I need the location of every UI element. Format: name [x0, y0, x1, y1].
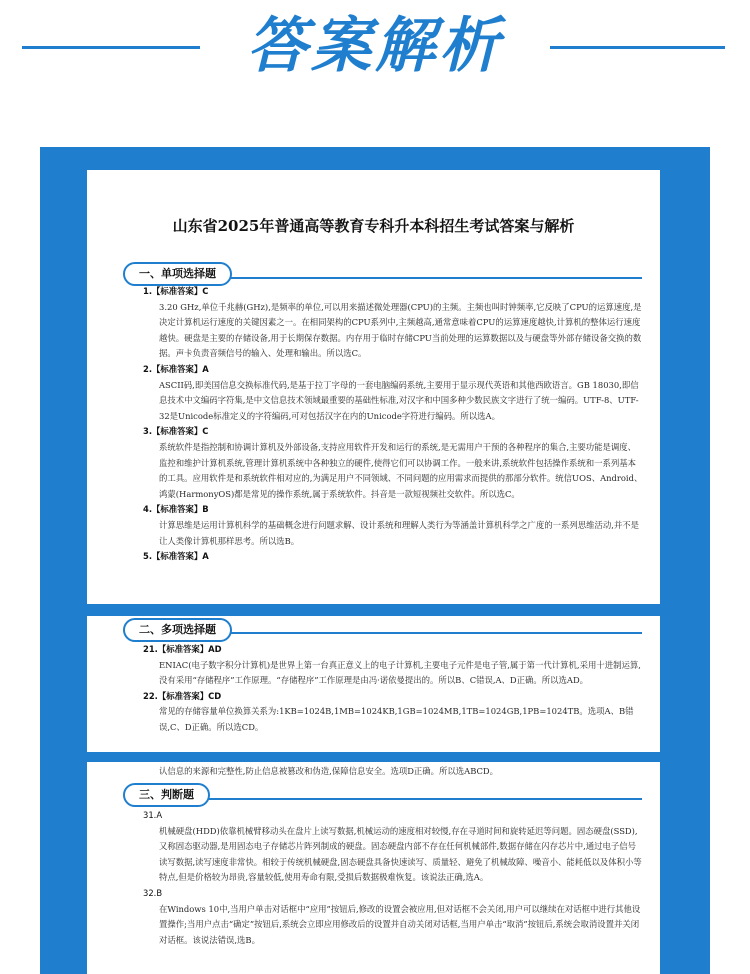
question-22-answer: 22.【标准答案】CD: [143, 690, 222, 701]
question-4-answer: 4.【标准答案】B: [143, 504, 209, 515]
question-2-explanation: ASCII码,即美国信息交换标准代码,是基于拉丁字母的一套电脑编码系统,主要用于显示现代英语和其他西欧语言。GB 18030,即信息技术中文编码字符集,是中文信息技术领域最重要的基础性标准,对汉字和中国多种少数民族文字进行了统一编码。UTF-8、UTF-32是Unicode标准定义的字符编码,可对包括汉字在内的Unicode字符进行编码。所以选A。: [159, 379, 639, 421]
single-choice-answers: [143, 284, 643, 565]
question-4-explanation: 计算思维是运用计算机科学的基础概念进行问题求解、设计系统和理解人类行为等涵盖计算机科学之广度的一系列思维活动,并不是让人类像计算机那样思考。所以选B。: [159, 519, 640, 546]
true-false-answers: [143, 808, 643, 948]
section-heading-single-choice: 一、单项选择题: [123, 262, 232, 286]
question-21-answer: 21.【标准答案】AD: [143, 644, 222, 654]
question-32-answer: 32.B: [143, 887, 163, 898]
header-title: 答案解析: [247, 11, 503, 81]
question-3-explanation: 系统软件是指控制和协调计算机及外部设备,支持应用软件开发和运行的系统,是无需用户干预的各种程序的集合,主要功能是调度、监控和维护计算机系统,管理计算机系统中各种独立的硬件,使得它们可以协调工作。一般来讲,系统软件包括操作系统和一系列基本的工具。应用软件是和系统软件相对应的,为满足用户不同领域、不同问题的应用需求而提供的那部分软件。统信UOS、Android、鸿蒙(HarmonyOS)都是常见的操作系统,属于系统软件。抖音是一款短视频社交软件。所以选C。: [159, 441, 643, 499]
continued-explanation: 认信息的来源和完整性,防止信息被篡改和伪造,保障信息安全。选项D正确。所以选ABCD。: [159, 766, 499, 776]
section-heading-multiple-choice: 二、多项选择题: [123, 618, 232, 642]
question-31-explanation: 机械硬盘(HDD)依靠机械臂移动头在盘片上读写数据,机械运动的速度相对较慢,存在寻道时间和旋转延迟等问题。固态硬盘(SSD),又称固态驱动器,是用固态电子存储芯片阵列制成的硬盘。固态硬盘内部不存在任何机械部件,数据存储在闪存芯片中,通过电子信号读写数据,读写速度非常快。相较于传统机械硬盘,固态硬盘具备快速读写、质量轻、避免了机械故障、噪音小、能耗低以及体积小等特点,但是价格较为昂贵,容量较低,使用寿命有限,受损后数据极难恢复。该说法正确,选A。: [159, 825, 642, 883]
section-heading-true-false: 三、判断题: [123, 783, 210, 807]
question-2-answer: 2.【标准答案】A: [143, 363, 209, 374]
question-21-explanation: ENIAC(电子数字积分计算机)是世界上第一台真正意义上的电子计算机,主要电子元件是电子管,属于第一代计算机,采用十进制运算,没有采用“存储程序”工作原理。“存储程序”工作原理是由冯·诺依曼提出的。所以B、C错误,A、D正确。所以选AD。: [159, 659, 641, 686]
multiple-choice-answers: [143, 642, 643, 736]
question-1-answer: 1.【标准答案】C: [143, 286, 209, 296]
question-22-explanation: 常见的存储容量单位换算关系为:1KB=1024B,1MB=1024KB,1GB=1024MB,1TB=1024GB,1PB=1024TB。选项A、B错误,C、D正确。所以选CD。: [159, 706, 634, 732]
question-3-answer: 3.【标准答案】C: [143, 426, 209, 437]
answer-card-true-false: [87, 762, 660, 974]
answer-card-single-choice: [87, 170, 660, 604]
question-1-explanation: 3.20 GHz,单位千兆赫(GHz),是频率的单位,可以用来描述微处理器(CPU)的主频。主频也叫时钟频率,它反映了CPU的运算速度,是决定计算机运行速度的关键因素之一。在相同架构的CPU系列中,主频越高,通常意味着CPU的运算速度越快,计算机的整体运行速度越快。硬盘是主要的存储设备,用于长期保存数据。内存用于临时存储CPU当前处理的运算数据以及与硬盘等外部存储设备交换的数据。声卡负责音频信号的输入、处理和输出。所以选C。: [159, 301, 642, 359]
answer-card-multiple-choice: [87, 616, 660, 752]
question-32-explanation: 在Windows 10中,当用户单击对话框中“应用”按钮后,修改的设置会被应用,但对话框不会关闭,用户可以继续在对话框中进行其他设置操作;当用户点击“确定”按钮后,系统会立即应用修改后的设置并自动关闭对话框,当用户单击“取消”按钮后,系统会取消设置并关闭对话框。该说法错误,选B。: [159, 903, 641, 945]
section-rule: [147, 798, 642, 800]
header-rule-left: [22, 46, 200, 49]
document-title: 山东省2025年普通高等教育专科升本科招生考试答案与解析: [172, 217, 575, 235]
question-5-answer: 5.【标准答案】A: [143, 551, 209, 562]
question-31-answer: 31.A: [143, 810, 163, 820]
header-rule-right: [550, 46, 725, 49]
continued-text: [143, 764, 643, 780]
